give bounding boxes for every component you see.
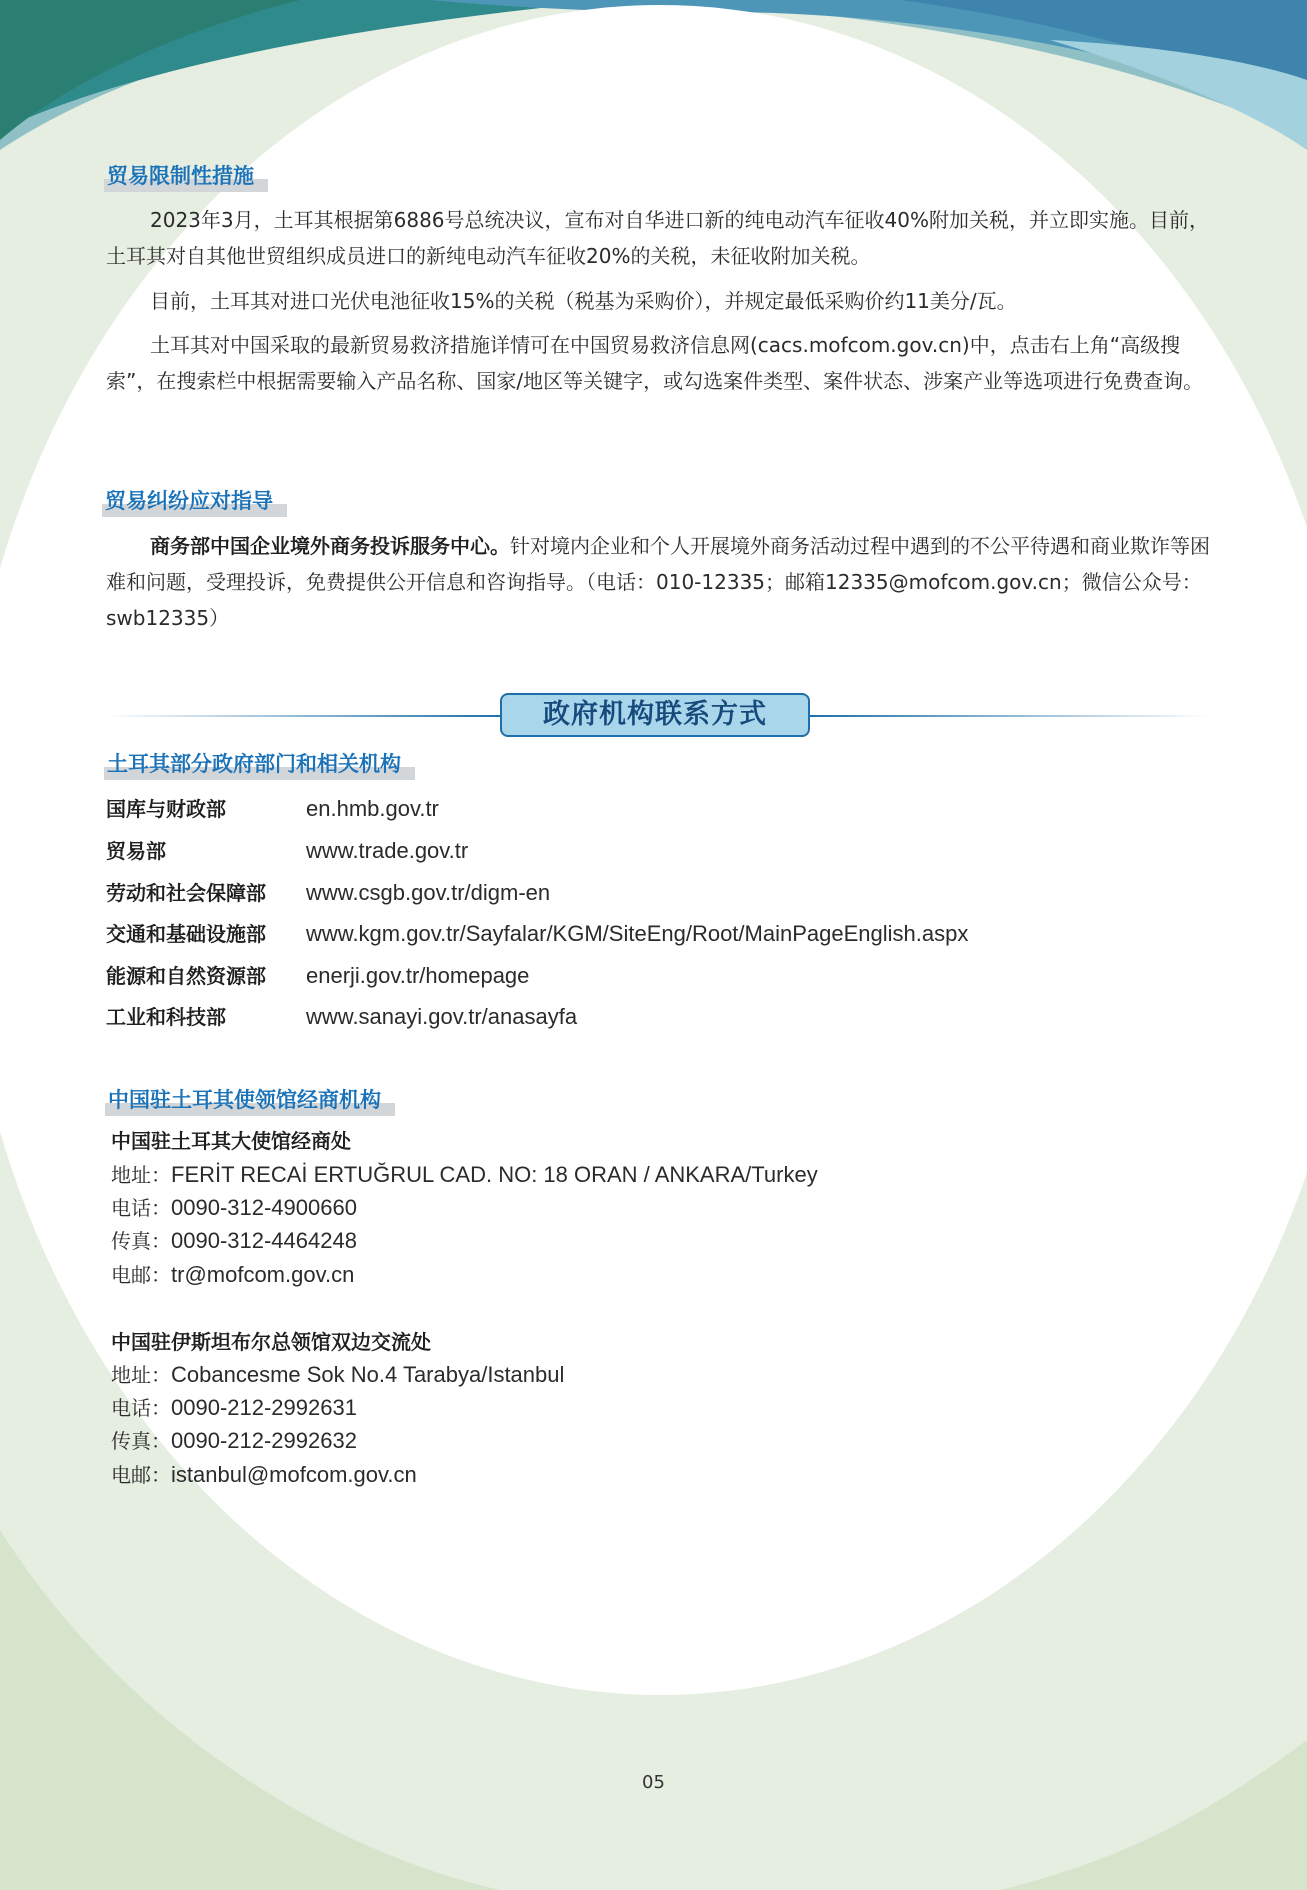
gov-url: www.csgb.gov.tr/digm-en — [306, 880, 551, 905]
fax-value: 0090-312-4464248 — [171, 1228, 357, 1253]
address-value: FERİT RECAİ ERTUĞRUL CAD. NO: 18 ORAN / ANKARA/Turkey — [171, 1162, 818, 1187]
gov-name: 贸易部 — [106, 839, 166, 863]
email-value: tr@mofcom.gov.cn — [171, 1262, 355, 1287]
address-label: 地址： — [111, 1363, 171, 1387]
email-label: 电邮： — [111, 1463, 171, 1487]
org-name-consulate: 中国驻伊斯坦布尔总领馆双边交流处 — [111, 1330, 431, 1354]
org-phone-line — [111, 1391, 357, 1425]
fax-value: 0090-212-2992632 — [171, 1428, 357, 1453]
contacts-banner: 政府机构联系方式 — [500, 693, 810, 737]
paragraph-complaint-center — [106, 528, 1214, 636]
gov-url: www.trade.gov.tr — [306, 838, 469, 863]
section-title-trade-restrictions: 贸易限制性措施 — [104, 162, 262, 190]
org-phone-line — [111, 1191, 357, 1225]
gov-url: www.sanayi.gov.tr/anasayfa — [306, 1004, 578, 1029]
paragraph-trade-remedy: 土耳其对中国采取的最新贸易救济措施详情可在中国贸易救济信息网(cacs.mofcom.gov.cn)中，点击右上角“高级搜索”，在搜索栏中根据需要输入产品名称、国家/地区等关键字，或勾选案件类型、案件状态、涉案产业等选项进行免费查询。 — [106, 333, 1204, 393]
org-address-line — [111, 1158, 818, 1192]
phone-label: 电话： — [111, 1196, 171, 1220]
banner-line-right — [810, 715, 1210, 717]
gov-url: enerji.gov.tr/homepage — [306, 963, 530, 988]
page-number: 05 — [642, 1772, 665, 1793]
phone-value: 0090-212-2992631 — [171, 1395, 357, 1420]
org-fax-line — [111, 1224, 357, 1258]
banner-line-left — [106, 715, 501, 717]
email-label: 电邮： — [111, 1263, 171, 1287]
address-label: 地址： — [111, 1163, 171, 1187]
address-value: Cobancesme Sok No.4 Tarabya/Istanbul — [171, 1362, 565, 1387]
gov-name: 劳动和社会保障部 — [106, 881, 266, 905]
gov-name: 工业和科技部 — [106, 1005, 226, 1029]
fax-label: 传真： — [111, 1429, 171, 1453]
paragraph-ev-tariff: 2023年3月，土耳其根据第6886号总统决议，宣布对自华进口新的纯电动汽车征收40%附加关税，并立即实施。目前，土耳其对自其他世贸组织成员进口的新纯电动汽车征收20%的关税，未征收附加关税。 — [106, 208, 1209, 268]
complaint-center-description: 针对境内企业和个人开展境外商务活动过程中遇到的不公平待遇和商业欺诈等困难和问题，受理投诉，免费提供公开信息和咨询指导。（电话：010-12335；邮箱12335@mofcom.gov.cn；微信公众号：swb12335） — [106, 534, 1210, 630]
section-title-embassy: 中国驻土耳其使领馆经商机构 — [105, 1086, 389, 1114]
phone-label: 电话： — [111, 1396, 171, 1420]
gov-name: 交通和基础设施部 — [106, 922, 266, 946]
gov-url: www.kgm.gov.tr/Sayfalar/KGM/SiteEng/Root/MainPageEnglish.aspx — [306, 921, 969, 946]
org-email-line — [111, 1258, 354, 1292]
section-title-gov-agencies: 土耳其部分政府部门和相关机构 — [104, 750, 409, 778]
paragraph-solar-tariff: 目前，土耳其对进口光伏电池征收15%的关税（税基为采购价），并规定最低采购价约11美分/瓦。 — [150, 289, 1017, 313]
org-name-embassy: 中国驻土耳其大使馆经商处 — [111, 1129, 351, 1153]
phone-value: 0090-312-4900660 — [171, 1195, 357, 1220]
org-fax-line — [111, 1424, 357, 1458]
gov-name: 能源和自然资源部 — [106, 964, 266, 988]
org-email-line — [111, 1458, 417, 1492]
gov-url: en.hmb.gov.tr — [306, 796, 439, 821]
org-address-line — [111, 1358, 564, 1392]
complaint-center-name: 商务部中国企业境外商务投诉服务中心。 — [150, 534, 510, 558]
fax-label: 传真： — [111, 1229, 171, 1253]
section-title-dispute-guidance: 贸易纠纷应对指导 — [102, 487, 281, 515]
email-value: istanbul@mofcom.gov.cn — [171, 1462, 417, 1487]
gov-name: 国库与财政部 — [106, 797, 226, 821]
